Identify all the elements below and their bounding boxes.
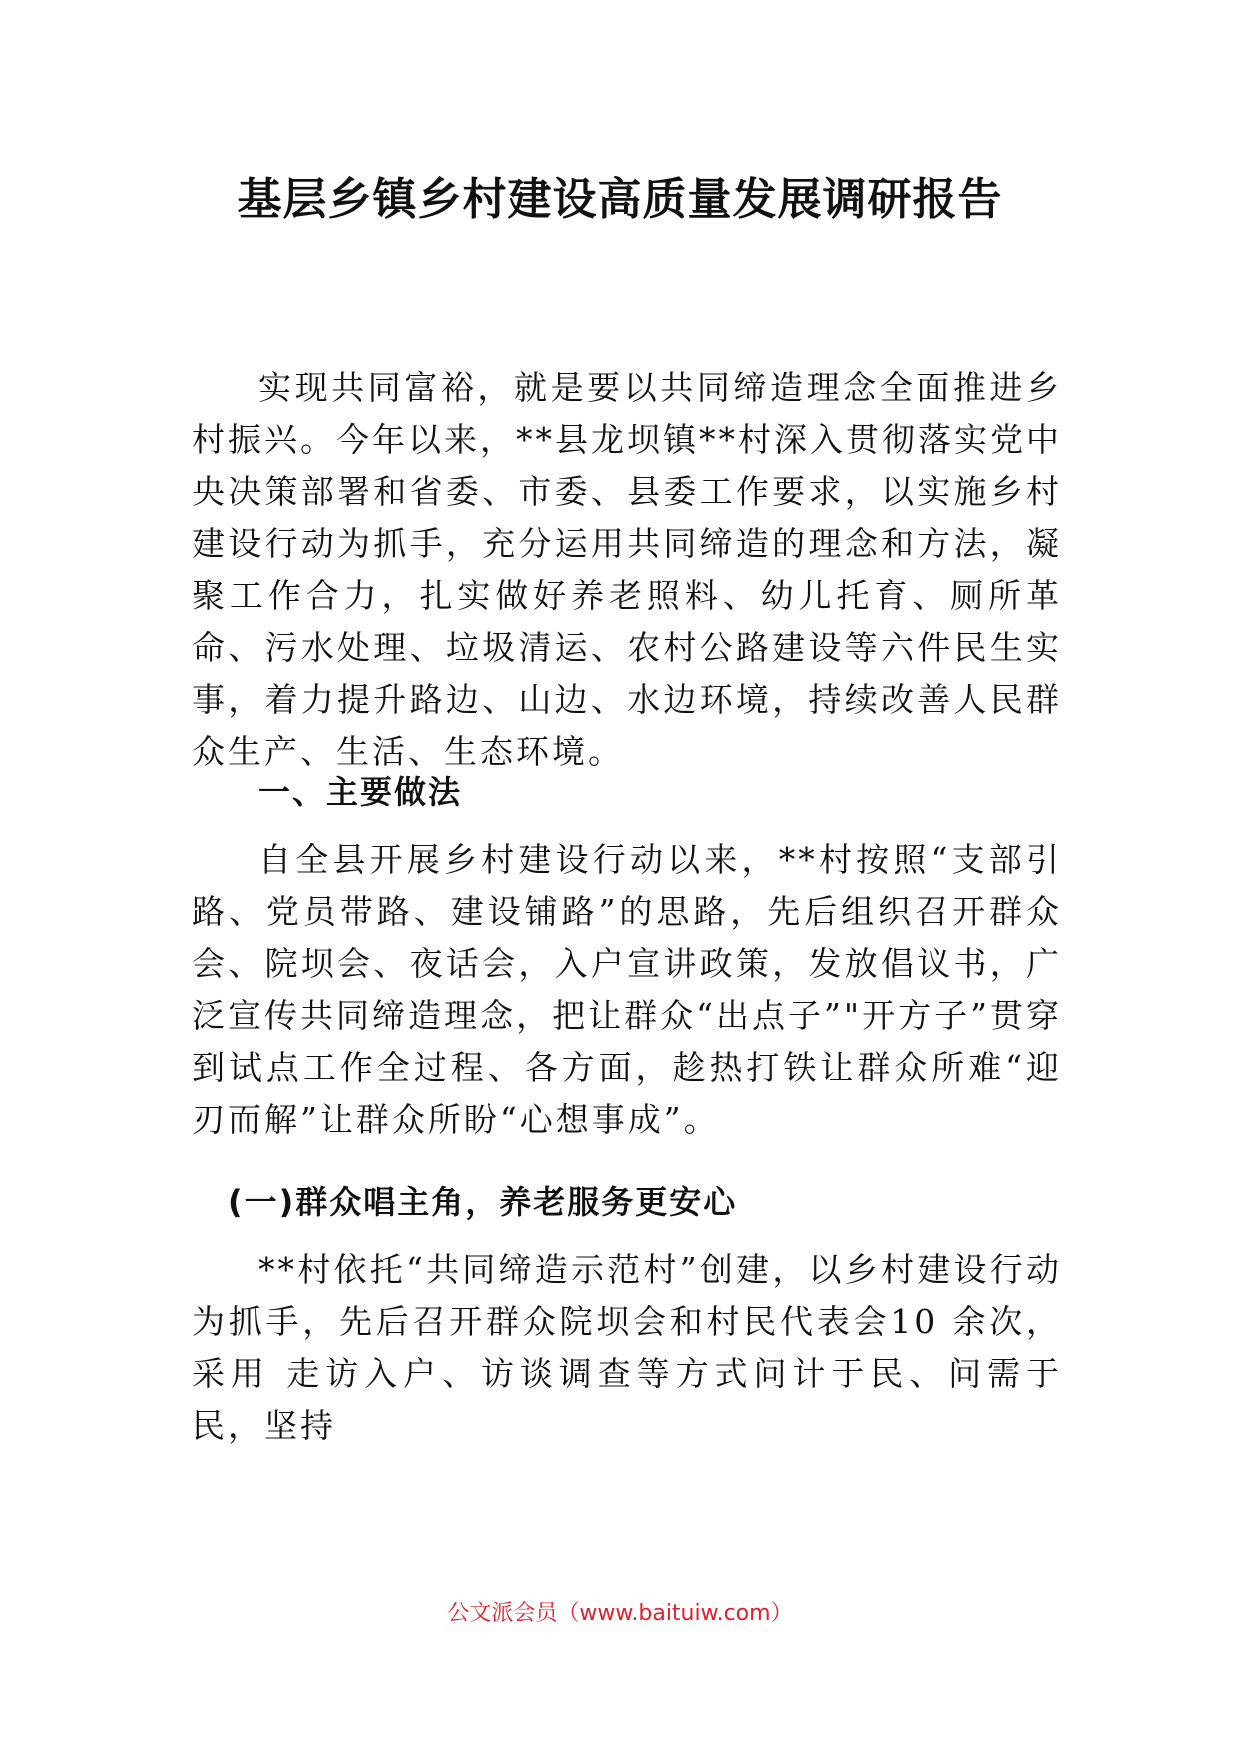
footer-watermark: 公文派会员（www.baituiw.com） — [447, 1601, 793, 1626]
paragraph-elderly-care: **村依托“共同缔造示范村”创建，以乡村建设行动为抓手，先后召开群众院坝会和村民代表会10 余次，采用 走访入户、访谈调查等方式问计于民、问需于民，坚持 — [192, 1250, 1062, 1445]
paragraph-intro: 实现共同富裕，就是要以共同缔造理念全面推进乡村振兴。今年以来，**县龙坝镇**村深入贯彻落实党中央决策部署和省委、市委、县委工作要求，以实施乡村建设行动为抓手，充分运用共同缔造的理念和方法，凝聚工作合力，扎实做好养老照料、幼儿托育、厕所革命、污水处理、垃圾清运、农村公路建设等六件民生实事，着力提升路边、山边、水边环境，持续改善人民群众生产、生活、生态环境。 — [192, 368, 1062, 771]
subsection-heading-elderly-care: (一)群众唱主角，养老服务更安心 — [228, 1183, 738, 1221]
paragraph-practices: 自全县开展乡村建设行动以来，**村按照“支部引路、党员带路、建设铺路”的思路，先后组织召开群众会、院坝会、夜话会，入户宣讲政策，发放倡议书，广泛宣传共同缔造理念，把让群众“出点子”"开方子”贯穿到试点工作全过程、各方面，趁热打铁让群众所难“迎刃而解”让群众所盼“心想事成”。 — [192, 840, 1062, 1139]
section-heading-main-practices: 一、主要做法 — [258, 773, 463, 811]
document-title: 基层乡镇乡村建设高质量发展调研报告 — [237, 174, 1003, 225]
